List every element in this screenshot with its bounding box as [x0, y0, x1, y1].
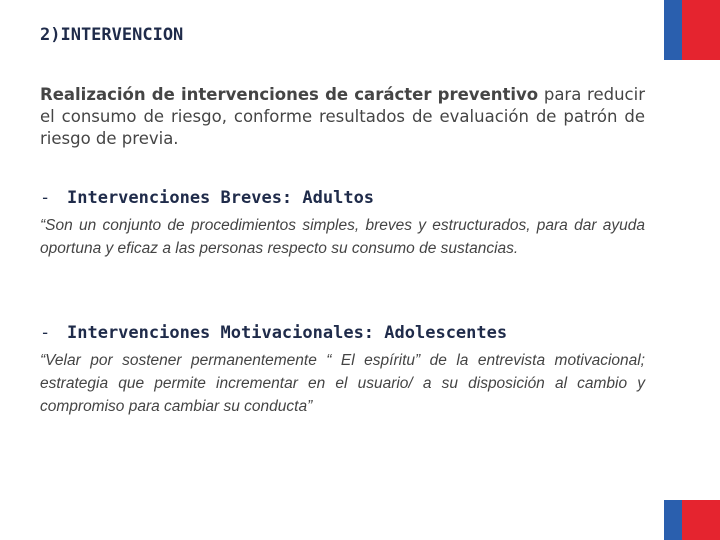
flag-decoration-bottom [664, 500, 720, 540]
list-item [40, 323, 645, 418]
item-heading-text: Intervenciones Motivacionales: Adolescentes [67, 323, 508, 343]
item-heading [40, 323, 645, 343]
flag-red-stripe [682, 500, 720, 540]
flag-blue-stripe [664, 500, 682, 540]
list-item [40, 188, 645, 260]
item-heading-text: Intervenciones Breves: Adultos [67, 188, 375, 208]
bullet-dash: - [40, 323, 51, 343]
intro-rest-text: para reducir el consumo de riesgo, conforme resultados de evaluación de patrón de riesgo de previa. [40, 85, 645, 148]
intro-paragraph [40, 84, 645, 150]
flag-red-stripe [682, 0, 720, 60]
item-heading [40, 188, 645, 208]
flag-blue-stripe [664, 0, 682, 60]
bullet-dash: - [40, 188, 51, 208]
section-title: 2)INTERVENCION [40, 25, 184, 45]
item-description: “Son un conjunto de procedimientos simples, breves y estructurados, para dar ayuda oportuna y eficaz a las personas respecto su consumo de sustancias. [40, 217, 645, 257]
item-description: “Velar por sostener permanentemente “ El espíritu” de la entrevista motivacional; estrategia que permite incrementar en el usuario/ a su disposición al cambio y compromiso para cambiar su conducta” [40, 352, 645, 415]
intro-bold-text: Realización de intervenciones de carácter preventivo [40, 85, 539, 104]
flag-decoration-top [664, 0, 720, 60]
